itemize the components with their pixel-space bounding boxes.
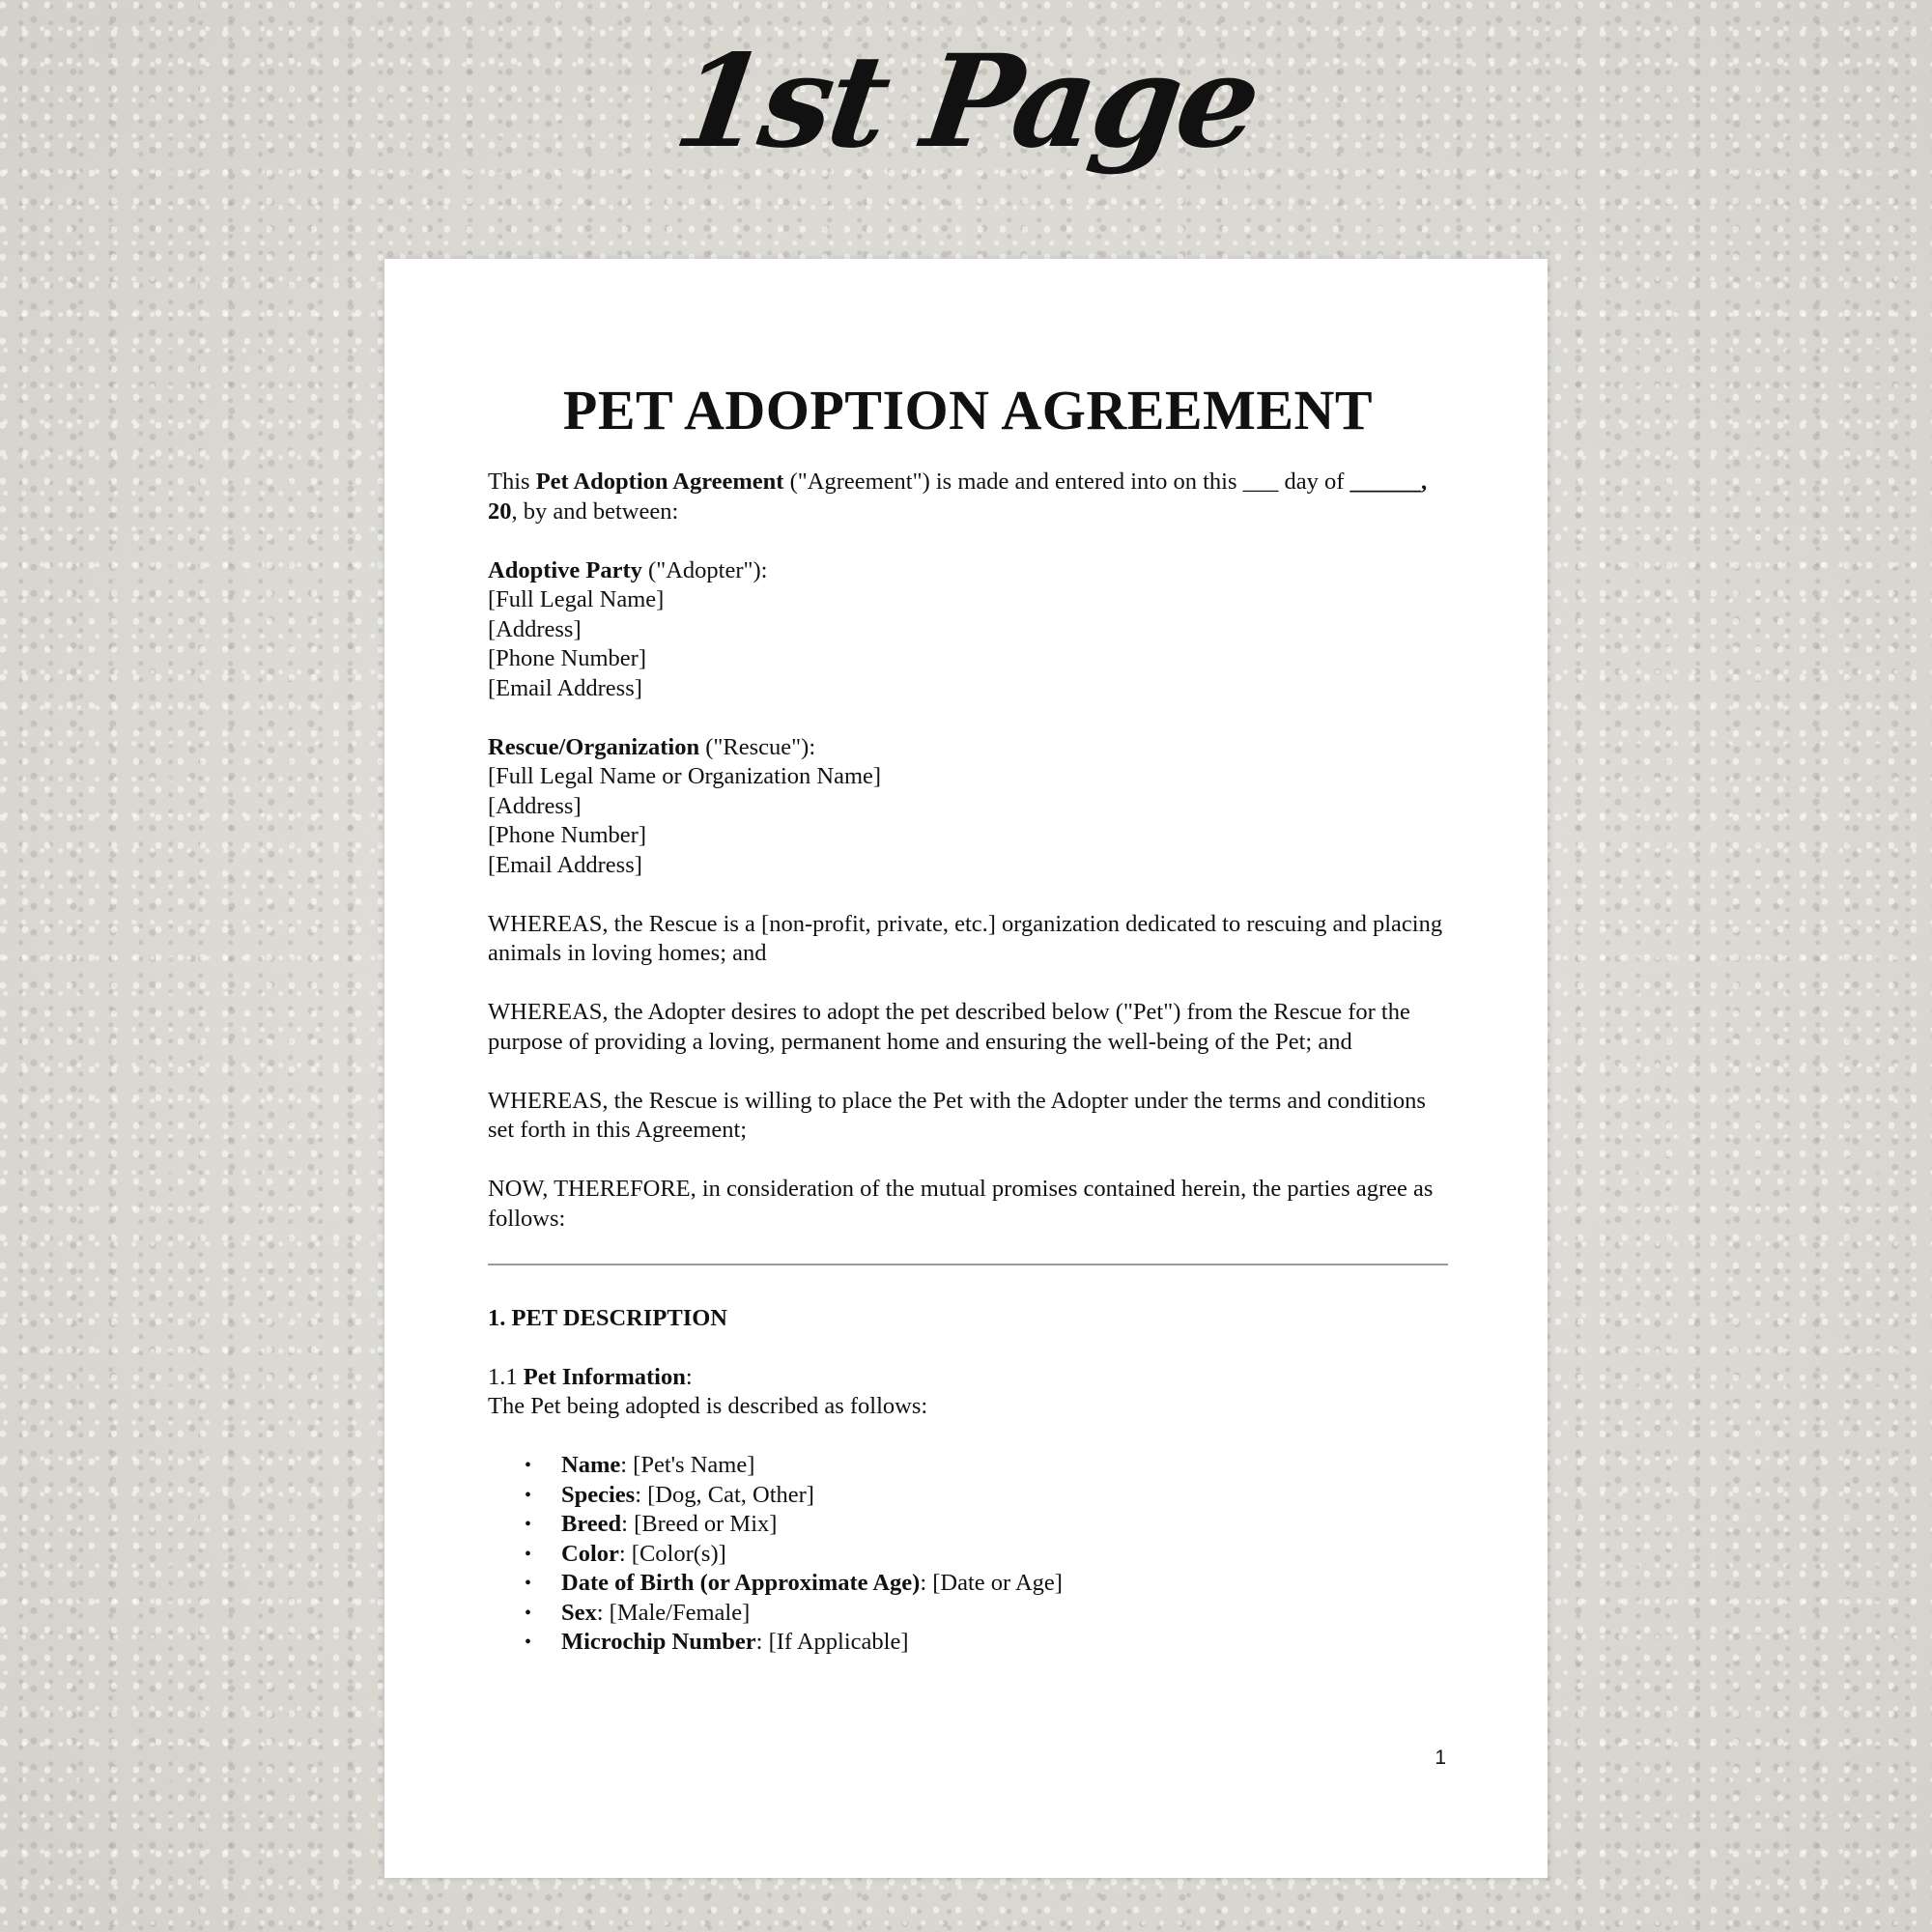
item-label: Microchip Number (561, 1629, 756, 1655)
document-page (384, 259, 1548, 1878)
adopter-phone-line: [Phone Number] (488, 645, 646, 671)
intro-tail: , by and between: (511, 497, 679, 525)
adopter-heading: Adoptive Party (488, 556, 642, 583)
subsection-1-1-heading (488, 1363, 1448, 1393)
page-banner-title: 1st Page (666, 27, 1266, 177)
section-1-title: 1. PET DESCRIPTION (488, 1304, 728, 1331)
whereas-paragraph-2: WHEREAS, the Adopter desires to adopt the pet described below ("Pet") from the Rescue for the purpose of providing a loving, permanent home and ensuring the well-being of the Pet; and (488, 999, 1410, 1055)
item-value: : [Date or Age] (920, 1570, 1063, 1596)
subsection-1-1-text: The Pet being adopted is described as follows: (488, 1393, 928, 1419)
list-item (488, 1628, 1448, 1658)
adopter-address-line: [Address] (488, 615, 582, 642)
adopter-name-line: [Full Legal Name] (488, 586, 665, 612)
intro-date-blank: ______, 20 (488, 469, 1428, 525)
rescue-heading: Rescue/Organization (488, 733, 700, 760)
bullet-icon: • (525, 1543, 532, 1565)
item-value: : [Pet's Name] (620, 1452, 755, 1478)
item-value: : [Male/Female] (596, 1599, 751, 1626)
rescue-phone-line: [Phone Number] (488, 822, 646, 848)
item-label: Sex (561, 1599, 597, 1626)
adopter-heading-suffix: ("Adopter"): (641, 556, 768, 583)
item-label: Breed (561, 1511, 622, 1537)
list-item (488, 1569, 1448, 1599)
list-item (488, 1599, 1448, 1629)
item-value: : [Color(s)] (618, 1540, 726, 1567)
whereas-paragraph-3: WHEREAS, the Rescue is willing to place the Pet with the Adopter under the terms and conditions set forth in this Agreement; (488, 1087, 1426, 1143)
adopter-block (488, 556, 1448, 704)
intro-made: ("Agreement") is made and entered into on this ___ day of (783, 469, 1350, 495)
list-item (488, 1510, 1448, 1540)
item-value: : [If Applicable] (755, 1629, 909, 1655)
section-divider (488, 1264, 1448, 1265)
intro-paragraph (488, 468, 1448, 526)
adopter-email-line: [Email Address] (488, 674, 642, 701)
item-value: : [Breed or Mix] (621, 1511, 778, 1537)
subsection-colon: : (685, 1363, 693, 1390)
list-item (488, 1540, 1448, 1570)
whereas-paragraph-1: WHEREAS, the Rescue is a [non-profit, private, etc.] organization dedicated to rescuing and placing animals in loving homes; and (488, 910, 1443, 966)
rescue-address-line: [Address] (488, 792, 582, 819)
item-label: Date of Birth (or Approximate Age) (561, 1570, 921, 1596)
bullet-icon: • (525, 1455, 532, 1476)
list-item (488, 1451, 1448, 1481)
bullet-icon: • (525, 1514, 532, 1535)
item-label: Species (561, 1481, 636, 1508)
now-therefore-paragraph: NOW, THEREFORE, in consideration of the mutual promises contained herein, the parties agree as follows: (488, 1176, 1434, 1232)
bullet-icon: • (525, 1632, 532, 1653)
list-item (488, 1481, 1448, 1511)
bullet-icon: • (525, 1573, 532, 1594)
rescue-email-line: [Email Address] (488, 851, 642, 878)
intro-this: This (488, 469, 536, 495)
rescue-name-line: [Full Legal Name or Organization Name] (488, 763, 882, 789)
item-label: Color (561, 1540, 619, 1567)
document-content (488, 379, 1448, 1658)
document-title: PET ADOPTION AGREEMENT (562, 379, 1374, 441)
page-number: 1 (1435, 1747, 1446, 1769)
bullet-icon: • (525, 1484, 532, 1506)
bullet-icon: • (525, 1602, 532, 1624)
item-label: Name (561, 1452, 621, 1478)
pet-info-list (488, 1451, 1448, 1658)
rescue-heading-suffix: ("Rescue"): (699, 733, 816, 760)
rescue-block (488, 733, 1448, 881)
subsection-number: 1.1 (488, 1363, 524, 1390)
intro-agreement-name: Pet Adoption Agreement (535, 469, 784, 495)
subsection-title: Pet Information (523, 1363, 686, 1390)
item-value: : [Dog, Cat, Other] (635, 1481, 814, 1508)
